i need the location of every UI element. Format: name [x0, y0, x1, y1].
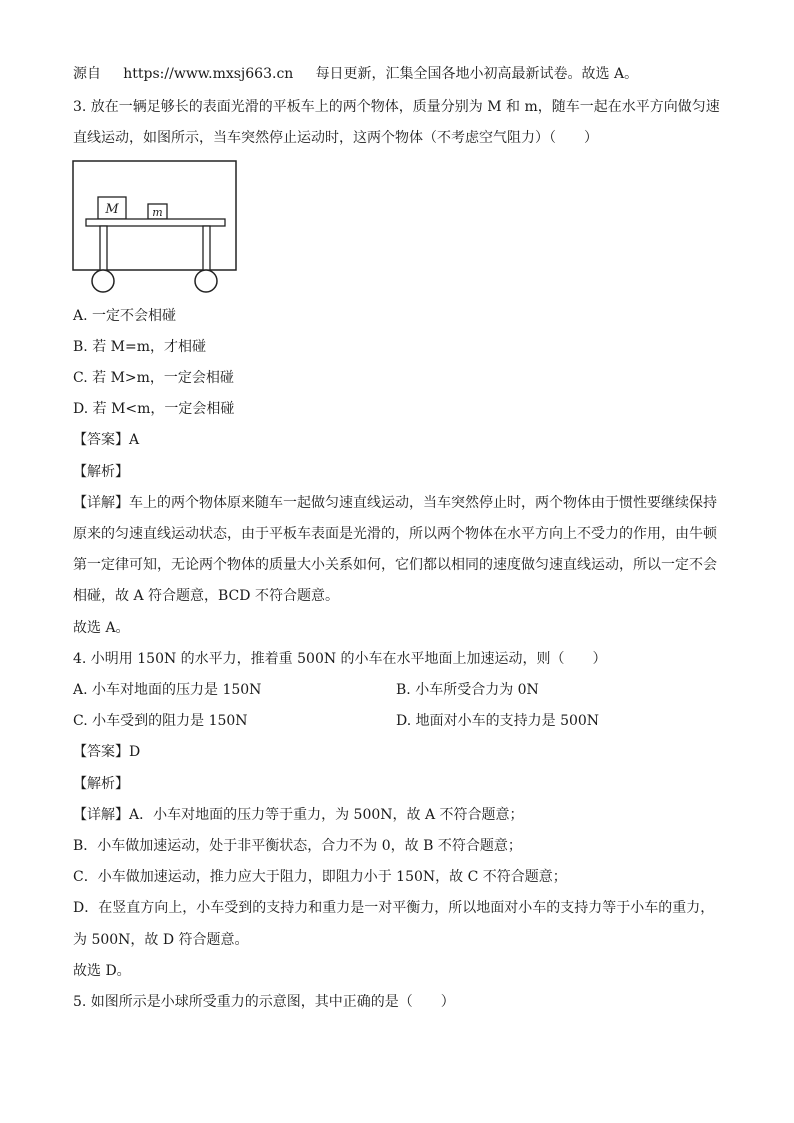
cart-leg-left — [100, 226, 107, 270]
q3-option-d: D. 若 M<m，一定会相碰 — [73, 401, 235, 417]
block-M-label: M — [105, 202, 119, 217]
q3-conclusion: 故选 A。 — [73, 620, 130, 636]
q4-detail-line2: B．小车做加速运动，处于非平衡状态，合力不为 0，故 B 不符合题意； — [73, 838, 522, 854]
q3-stem-line1: 3. 放在一辆足够长的表面光滑的平板车上的两个物体，质量分别为 M 和 m，随车一起在水平方向做匀速 — [73, 99, 720, 115]
q3-option-a: A. 一定不会相碰 — [73, 308, 177, 324]
q4-answer: 【答案】D — [73, 744, 141, 760]
q4-detail-line4: D．在竖直方向上，小车受到的支持力和重力是一对平衡力，所以地面对小车的支持力等于小车的重力， — [73, 900, 715, 916]
q4-stem: 4. 小明用 150N 的水平力，推着重 500N 的小车在水平地面上加速运动，则（ ） — [73, 651, 607, 667]
q3-analysis-title: 【解析】 — [73, 464, 129, 480]
q4-option-b: B. 小车所受合力为 0N — [396, 682, 539, 698]
source-tagline: 每日更新，汇集全国各地小初高最新试卷。故选 A。 — [315, 66, 639, 82]
source-url[interactable]: https://www.mxsj663.cn — [123, 66, 294, 82]
q4-option-c: C. 小车受到的阻力是 150N — [73, 713, 248, 729]
q4-conclusion: 故选 D。 — [73, 963, 131, 979]
q4-detail-line5: 为 500N，故 D 符合题意。 — [73, 932, 249, 948]
q3-detail-line2: 原来的匀速直线运动状态，由于平板车表面是光滑的，所以两个物体在水平方向上不受力的作用，由牛顿 — [73, 526, 717, 542]
q4-analysis-title: 【解析】 — [73, 776, 129, 792]
q4-option-d: D. 地面对小车的支持力是 500N — [396, 713, 600, 729]
q3-detail-line3: 第一定律可知，无论两个物体的质量大小关系如何，它们都以相同的速度做匀速直线运动，所以一定不会 — [73, 557, 717, 573]
q4-detail-line3: C．小车做加速运动，推力应大于阻力，即阻力小于 150N，故 C 不符合题意； — [73, 869, 567, 885]
q4-option-a: A. 小车对地面的压力是 150N — [73, 682, 262, 698]
q5-stem: 5. 如图所示是小球所受重力的示意图，其中正确的是（ ） — [73, 994, 455, 1010]
source-label: 源自 — [73, 66, 101, 82]
cart-leg-right — [203, 226, 210, 270]
source-line — [73, 64, 638, 84]
cart-plank — [86, 219, 225, 226]
q3-stem-line2: 直线运动，如图所示，当车突然停止运动时，这两个物体（不考虑空气阻力）（ ） — [73, 130, 598, 146]
q3-detail-line4: 相碰，故 A 符合题意，BCD 不符合题意。 — [73, 588, 339, 604]
q4-detail-line1: 【详解】A．小车对地面的压力等于重力，为 500N，故 A 不符合题意； — [73, 807, 524, 823]
cart-wheel-left — [92, 270, 114, 292]
cart-figure — [72, 160, 240, 298]
q3-answer: 【答案】A — [73, 432, 140, 448]
cart-wheel-right — [195, 270, 217, 292]
block-m-label: m — [152, 206, 163, 219]
q3-detail-line1: 【详解】车上的两个物体原来随车一起做匀速直线运动，当车突然停止时，两个物体由于惯性要继续保持 — [73, 495, 717, 511]
q3-option-c: C. 若 M>m，一定会相碰 — [73, 370, 234, 386]
q3-option-b: B. 若 M=m，才相碰 — [73, 339, 206, 355]
